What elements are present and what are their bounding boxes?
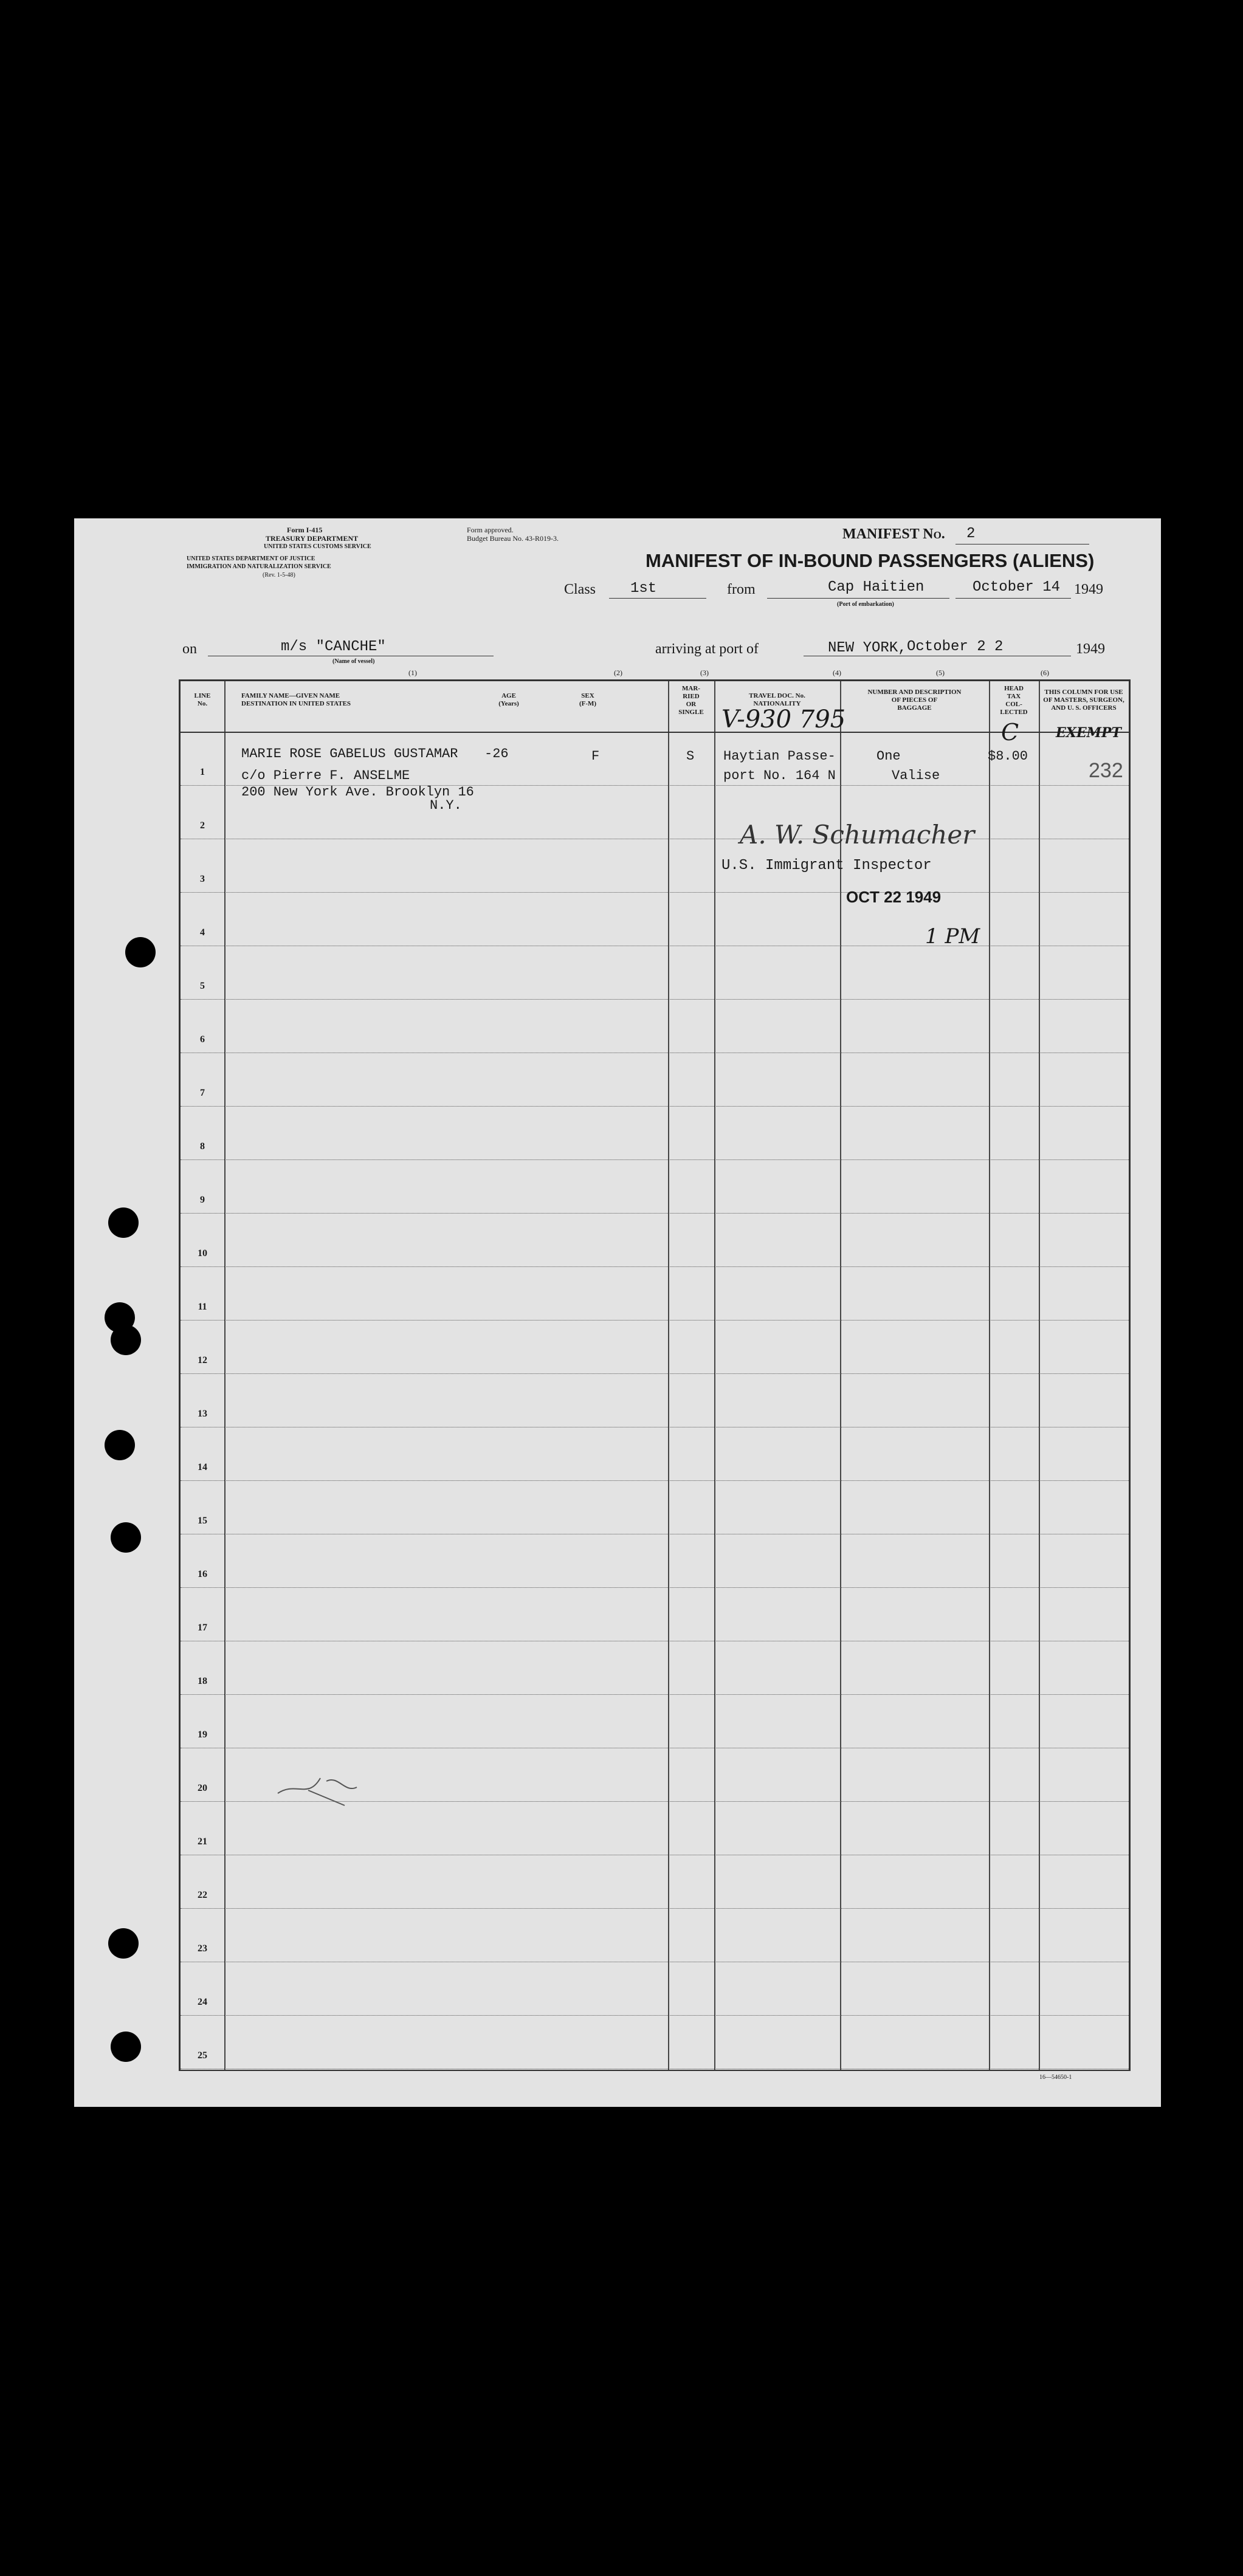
- table-row: [181, 1480, 1129, 1481]
- punch-hole: [108, 1207, 139, 1238]
- table-row: [181, 1587, 1129, 1588]
- manifest-number: 2: [966, 526, 976, 542]
- table-row: [181, 1320, 1129, 1321]
- table-row: [181, 1908, 1129, 1909]
- punch-hole: [125, 937, 156, 967]
- customs-service: UNITED STATES CUSTOMS SERVICE: [264, 543, 371, 550]
- punch-hole: [111, 1325, 141, 1355]
- inspector-title: U.S. Immigrant Inspector: [721, 857, 932, 874]
- vessel-caption: (Name of vessel): [332, 658, 375, 665]
- class-value: 1st: [630, 580, 657, 597]
- head-tax-amount: $8.00: [988, 749, 1028, 764]
- col-married: MAR- RIED OR SINGLE: [678, 685, 704, 716]
- row-number: 1: [200, 767, 205, 777]
- travel-doc-line-1: Haytian Passe-: [723, 749, 836, 764]
- table-row: [181, 999, 1129, 1000]
- table-row: [181, 1373, 1129, 1374]
- row-number: 20: [198, 1783, 207, 1793]
- passenger-table: [179, 679, 1131, 2071]
- treasury-dept: TREASURY DEPARTMENT: [266, 534, 359, 543]
- row-number: 13: [198, 1409, 207, 1419]
- table-row: [181, 1106, 1129, 1107]
- row-number: 21: [198, 1836, 207, 1847]
- col-name: FAMILY NAME—GIVEN NAME DESTINATION IN UNITED STATES: [241, 692, 351, 707]
- table-row: [181, 1213, 1129, 1214]
- punch-hole: [108, 1928, 139, 1959]
- col-num-1: (1): [408, 668, 417, 677]
- col-baggage: NUMBER AND DESCRIPTION OF PIECES OF BAGGAGE: [867, 689, 962, 712]
- manifest-title: MANIFEST OF IN-BOUND PASSENGERS (ALIENS): [646, 550, 1095, 571]
- arriving-label: arriving at port of: [655, 641, 759, 657]
- col-num-5: (5): [936, 668, 945, 677]
- row-number: 25: [198, 2050, 207, 2061]
- manifest-label: MANIFEST No.: [842, 526, 945, 542]
- table-row: [181, 892, 1129, 893]
- baggage-count: One: [876, 749, 901, 764]
- row-number: 11: [198, 1302, 207, 1312]
- arrival-year: 1949: [1076, 641, 1105, 657]
- class-label: Class: [564, 582, 596, 597]
- from-label: from: [727, 582, 756, 597]
- row-number: 4: [200, 927, 205, 938]
- departure-year: 1949: [1074, 582, 1103, 597]
- row-number: 10: [198, 1248, 207, 1259]
- col-travel-doc: TRAVEL DOC. No. NATIONALITY: [749, 692, 805, 707]
- col-sex: SEX (F-M): [579, 692, 597, 707]
- on-label: on: [182, 641, 197, 657]
- row-number: 14: [198, 1462, 207, 1472]
- table-row: [181, 2015, 1129, 2016]
- vessel-name: m/s "CANCHE": [281, 639, 386, 655]
- row-number: 12: [198, 1355, 207, 1365]
- col-line-no: LINE No.: [194, 692, 211, 707]
- table-row: [181, 1694, 1129, 1695]
- officer-number: 232: [1089, 759, 1123, 782]
- address-line-3: N.Y.: [430, 798, 462, 813]
- row-number: 15: [198, 1516, 207, 1526]
- departure-date: October 14: [973, 579, 1061, 596]
- footer-code: 16—54650-1: [1039, 2074, 1072, 2081]
- from-port: Cap Haitien: [828, 579, 925, 596]
- form-approved: Form approved.: [467, 526, 514, 534]
- scribble-mark: [272, 1763, 369, 1812]
- visa-number-handwritten: V-930 795: [721, 706, 846, 733]
- manifest-sheet: [74, 518, 1161, 2107]
- arrival-date: October 2 2: [907, 639, 1004, 655]
- address-line-1: c/o Pierre F. ANSELME: [241, 768, 410, 783]
- col-num-3: (3): [700, 668, 709, 677]
- form-number: Form I-415: [287, 526, 323, 534]
- arrival-port: NEW YORK,: [828, 640, 907, 656]
- row-number: 18: [198, 1676, 207, 1686]
- punch-hole: [111, 2032, 141, 2062]
- passenger-marital: S: [686, 749, 695, 764]
- baggage-type: Valise: [892, 768, 940, 783]
- passenger-name: MARIE ROSE GABELUS GUSTAMAR: [241, 746, 458, 761]
- row-number: 24: [198, 1997, 207, 2007]
- col-num-2: (2): [614, 668, 622, 677]
- row-number: 23: [198, 1943, 207, 1954]
- row-number: 8: [200, 1141, 205, 1152]
- row-number: 19: [198, 1729, 207, 1740]
- justice-dept: UNITED STATES DEPARTMENT OF JUSTICE: [187, 555, 315, 562]
- row-number: 16: [198, 1569, 207, 1579]
- row-number: 7: [200, 1088, 205, 1098]
- inspector-signature: A. W. Schumacher: [740, 820, 975, 850]
- row-number: 3: [200, 874, 205, 884]
- head-tax-mark: C: [1001, 719, 1019, 746]
- passenger-age: -26: [484, 746, 509, 761]
- row-number: 22: [198, 1890, 207, 1900]
- col-num-6: (6): [1041, 668, 1049, 677]
- row-number: 9: [200, 1195, 205, 1205]
- punch-hole: [111, 1522, 141, 1553]
- budget-bureau: Budget Bureau No. 43-R019-3.: [467, 534, 559, 543]
- officer-exempt-mark: EXEMPT: [1056, 725, 1121, 741]
- travel-doc-line-2: port No. 164 N: [723, 768, 836, 783]
- col-age: AGE (Years): [498, 692, 519, 707]
- table-row: [181, 1266, 1129, 1267]
- form-revision: (Rev. 1-5-48): [263, 572, 295, 579]
- col-head-tax: HEAD TAX COL- LECTED: [1000, 685, 1028, 716]
- row-number: 5: [200, 981, 205, 991]
- row-number: 2: [200, 820, 205, 831]
- address-line-2: 200 New York Ave. Brooklyn 16: [241, 785, 474, 800]
- port-embark-caption: (Port of embarkation): [837, 601, 894, 608]
- row-number: 6: [200, 1034, 205, 1045]
- col-officers: THIS COLUMN FOR USE OF MASTERS, SURGEON, AND U. S. OFFICERS: [1043, 689, 1124, 712]
- punch-hole: [105, 1430, 135, 1460]
- inspection-time-note: 1 PM: [925, 924, 980, 949]
- table-row: [181, 1159, 1129, 1160]
- row-number: 17: [198, 1623, 207, 1633]
- ins-service: IMMIGRATION AND NATURALIZATION SERVICE: [187, 563, 331, 570]
- passenger-sex: F: [591, 749, 600, 764]
- col-num-4: (4): [833, 668, 841, 677]
- inspection-stamp-date: OCT 22 1949: [846, 888, 942, 906]
